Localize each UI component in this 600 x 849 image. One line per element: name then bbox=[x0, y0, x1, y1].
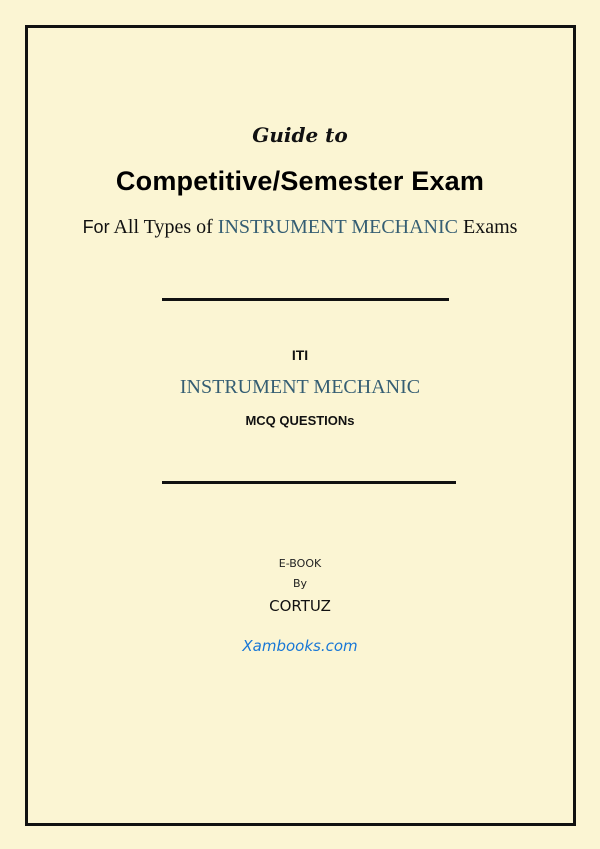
top-divider bbox=[162, 298, 449, 301]
ebook-label: E-BOOK bbox=[278, 557, 322, 570]
bottom-divider bbox=[162, 481, 456, 484]
subtitle-accent: INSTRUMENT MECHANIC bbox=[217, 216, 458, 238]
by-label: By bbox=[292, 577, 308, 590]
subtitle-lead: For bbox=[82, 217, 110, 237]
mcq-label: MCQ QUESTIONs bbox=[245, 413, 355, 428]
guide-label: Guide to bbox=[252, 123, 348, 147]
trade-label: INSTRUMENT MECHANIC bbox=[179, 376, 421, 398]
book-title: Competitive/Semester Exam bbox=[115, 166, 485, 196]
subtitle bbox=[0, 216, 600, 239]
subtitle-middle: All Types of bbox=[109, 216, 218, 238]
subtitle-tail: Exams bbox=[458, 216, 518, 238]
website-link[interactable]: Xambooks.com bbox=[242, 637, 358, 655]
iti-label: ITI bbox=[291, 347, 309, 363]
author-name: CORTUZ bbox=[269, 597, 331, 615]
